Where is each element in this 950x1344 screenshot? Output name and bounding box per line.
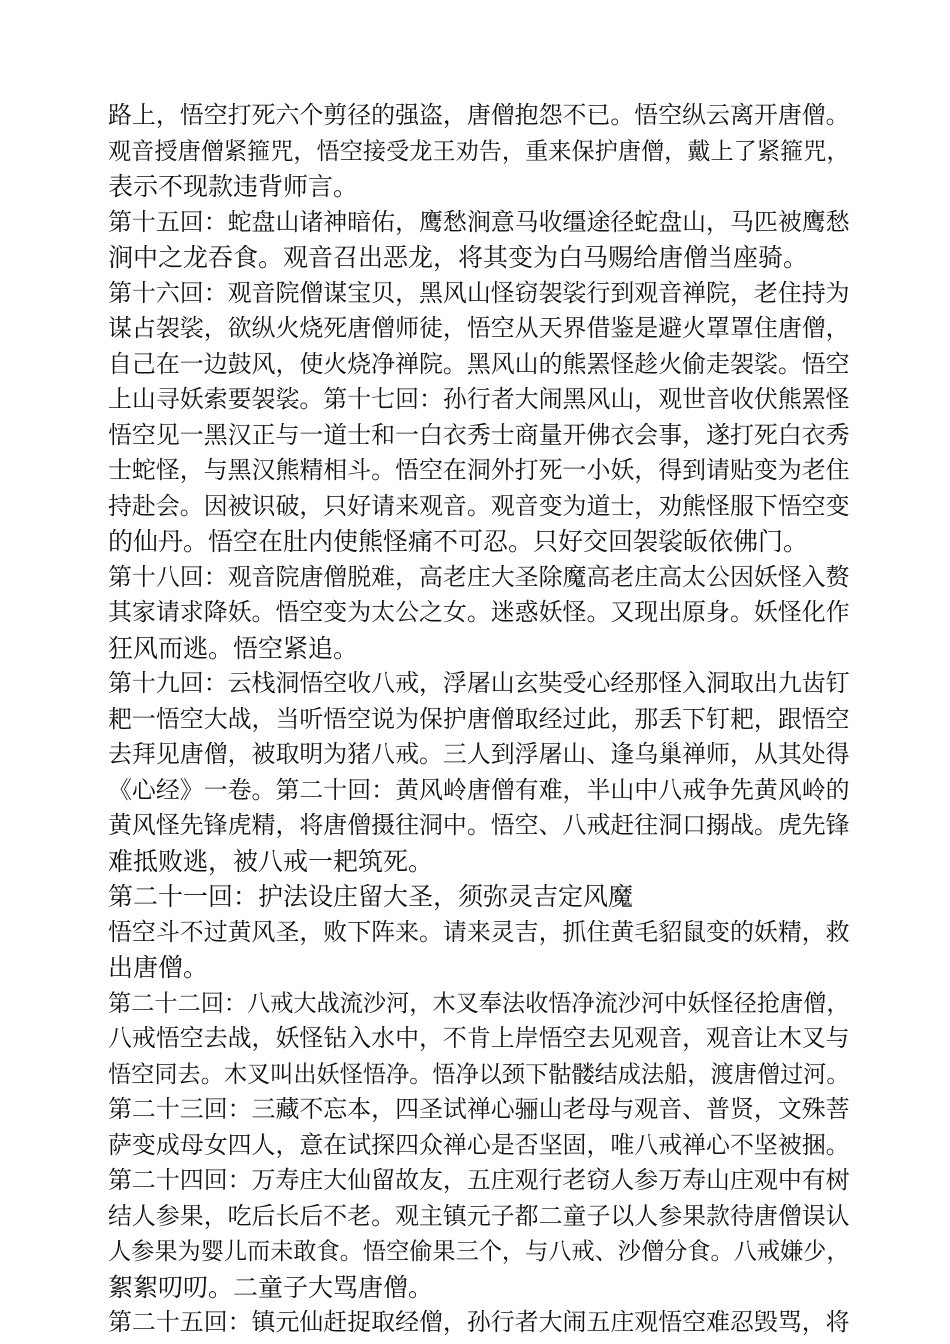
text-line: 结人参果，吃后长后不老。观主镇元子都二童子以人参果款待唐僧误认: [108, 1201, 850, 1230]
text-line: 第二十三回：三藏不忘本，四圣试禅心骊山老母与观音、普贤，文殊菩: [108, 1095, 850, 1123]
text-line: 士蛇怪，与黑汉熊精相斗。悟空在洞外打死一小妖，得到请贴变为老住: [108, 456, 850, 484]
text-line: 第二十二回：八戒大战流沙河，木叉奉法收悟净流沙河中妖怪径抢唐僧，: [108, 989, 850, 1017]
text-line: 第二十一回：护法设庄留大圣，须弥灵吉定风魔: [108, 882, 634, 911]
text-line: 第二十四回：万寿庄大仙留故友，五庄观行老窃人参万寿山庄观中有树: [108, 1166, 850, 1194]
text-line: 人参果为婴儿而未敢食。悟空偷果三个，与八戒、沙僧分食。八戒嫌少，: [108, 1238, 850, 1265]
text-line: 涧中之龙吞食。观音召出恶龙，将其变为白马赐给唐僧当座骑。: [108, 243, 809, 272]
text-line: 悟空斗不过黄风圣，败下阵来。请来灵吉，抓住黄毛貂鼠变的妖精，救: [108, 917, 850, 946]
text-line: 第二十五回：镇元仙赶捉取经僧，孙行者大闹五庄观悟空难忍毁骂，将: [108, 1308, 850, 1336]
text-line: 第十六回：观音院僧谋宝贝，黑风山怪窃袈裟行到观音禅院，老住持为: [108, 278, 850, 307]
text-line: 自己在一边鼓风，使火烧净禅院。黑风山的熊罴怪趁火偷走袈裟。悟空: [108, 349, 850, 378]
text-line: 表示不现款违背师言。: [108, 172, 359, 201]
text-line: 谋占袈裟，欲纵火烧死唐僧师徒，悟空从天界借鉴是避火罩罩住唐僧，: [108, 314, 850, 342]
body-text: [108, 98, 848, 1341]
text-line: 八戒悟空去战，妖怪钻入水中，不肯上岸悟空去见观音，观音让木叉与: [108, 1024, 850, 1052]
text-line: 黄风怪先锋虎精，将唐僧摄往洞中。悟空、八戒赶往洞口搦战。虎先锋: [108, 811, 850, 839]
text-line: 絮絮叨叨。二童子大骂唐僧。: [108, 1272, 434, 1302]
text-line: 悟空见一黑汉正与一道士和一白衣秀士商量开佛衣会事，遂打死白衣秀: [108, 420, 850, 449]
text-line: 《心经》一卷。第二十回：黄风岭唐僧有难，半山中八戒争先黄风岭的: [108, 775, 850, 804]
text-line: 观音授唐僧紧箍咒，悟空接受龙王劝告，重来保护唐僧，戴上了紧箍咒，: [108, 137, 850, 165]
text-line: 去拜见唐僧，被取明为猪八戒。三人到浮屠山、逢乌巢禅师，从其处得: [108, 740, 850, 768]
text-line: 出唐僧。: [108, 953, 209, 982]
text-line: 上山寻妖索要袈裟。第十七回：孙行者大闹黑风山，观世音收伏熊罴怪: [108, 385, 850, 413]
text-line: 难抵败逃，被八戒一耙筑死。: [108, 846, 434, 876]
text-line: 持赴会。因被识破，只好请来观音。观音变为道士，劝熊怪服下悟空变: [108, 491, 850, 520]
text-line: 第十五回：蛇盘山诸神暗佑，鹰愁涧意马收缰途径蛇盘山，马匹被鹰愁: [108, 207, 850, 236]
text-line: 耙一悟空大战，当听悟空说为保护唐僧取经过此，那丢下钉耙，跟悟空: [108, 704, 850, 733]
text-line: 悟空同去。木叉叫出妖怪悟净。悟净以颈下骷髅结成法船，渡唐僧过河。: [108, 1060, 850, 1088]
text-line: 第十八回：观音院唐僧脱难，高老庄大圣除魔高老庄高太公因妖怪入赘: [108, 562, 850, 591]
text-line: 第十九回：云栈洞悟空收八戒，浮屠山玄奘受心经那怪入洞取出九齿钉: [108, 669, 850, 697]
text-line: 的仙丹。悟空在肚内使熊怪痛不可忍。只好交回袈裟皈依佛门。: [108, 527, 809, 556]
text-line: 萨变成母女四人，意在试探四众禅心是否坚固，唯八戒禅心不坚被捆。: [108, 1130, 850, 1159]
text-line: 其家请求降妖。悟空变为太公之女。迷惑妖怪。又现出原身。妖怪化作: [108, 598, 850, 626]
text-line: 狂风而逃。悟空紧追。: [108, 633, 359, 663]
text-line: 路上，悟空打死六个剪径的强盗，唐僧抱怨不已。悟空纵云离开唐僧。: [108, 101, 850, 129]
